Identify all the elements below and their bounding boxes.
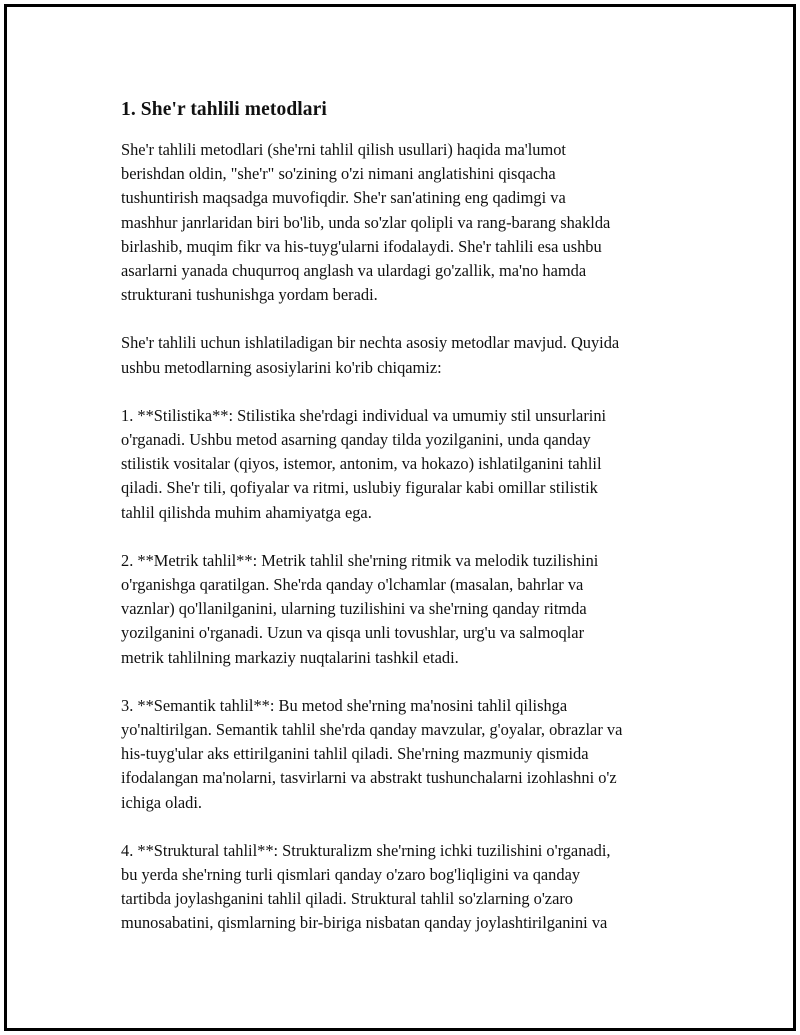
paragraph-semantik-tahlil: 3. **Semantik tahlil**: Bu metod she'rning ma'nosini tahlil qilishga yo'naltirilgan. Semantik tahlil she'rda qanday mavzular, g'oyalar, obrazlar va his-tuyg'ular aks ettirilganini tahlil qiladi. She'rning mazmuniy qismida ifodalangan ma'nolarni, tasvirlarni va abstrakt tushunchalarni izohlashni o'z ichiga oladi.	[121, 695, 623, 812]
paragraph-struktural-tahlil: 4. **Struktural tahlil**: Strukturalizm she'rning ichki tuzilishini o'rganadi, bu yerda she'rning turli qismlari qanday o'zaro bog'liqligini va qanday tartibda joylashganini tahlil qiladi. Struktural tahlil so'zlarning o'zaro munosabatini, qismlarning bir-biriga nisbatan qanday joylashtirilganini va	[121, 840, 611, 933]
document-page	[4, 4, 796, 1031]
paragraph-stilistika: 1. **Stilistika**: Stilistika she'rdagi individual va umumiy stil unsurlarini o'rganadi. Ushbu metod asarning qanday tilda yozilganini, unda qanday stilistik vositalar (qiyos, istemor, antonim, va hokazo) ishlatilganini tahlil qiladi. She'r tili, qofiyalar va ritmi, uslubiy figuralar kabi omillar stilistik tahlil qilishda muhim ahamiyatga ega.	[121, 405, 607, 522]
paragraph-intro: She'r tahlili metodlari (she'rni tahlil qilish usullari) haqida ma'lumot berishdan oldin, "she'r" so'zining o'zi nimani anglatishini qisqacha tushuntirish maqsadga muvofiqdir. She'r san'atining eng qadimgi va mashhur janrlaridan biri bo'lib, unda so'zlar qolipli va rang-barang shaklda birlashib, muqim fikr va his-tuyg'ularni ifodalaydi. She'r tahlili esa ushbu asarlarni yanada chuqurroq anglash va ulardagi go'zallik, ma'no hamda strukturani tushunishga yordam beradi.	[121, 140, 611, 305]
document-title: 1. She'r tahlili metodlari	[121, 99, 327, 120]
paragraph-metrik-tahlil: 2. **Metrik tahlil**: Metrik tahlil she'rning ritmik va melodik tuzilishini o'rganishga qaratilgan. She'rda qanday o'lchamlar (masalan, bahrlar va vaznlar) qo'llanilganini, ularning tuzilishini va she'rning qanday ritmda yozilganini o'rganadi. Uzun va qisqa unli tovushlar, urg'u va salmoqlar metrik tahlilning markaziy nuqtalarini tashkil etadi.	[121, 550, 599, 667]
paragraph-methods-overview: She'r tahlili uchun ishlatiladigan bir nechta asosiy metodlar mavjud. Quyida ushbu metodlarning asosiylarini ko'rib chiqamiz:	[121, 333, 620, 377]
document-body	[121, 97, 701, 960]
